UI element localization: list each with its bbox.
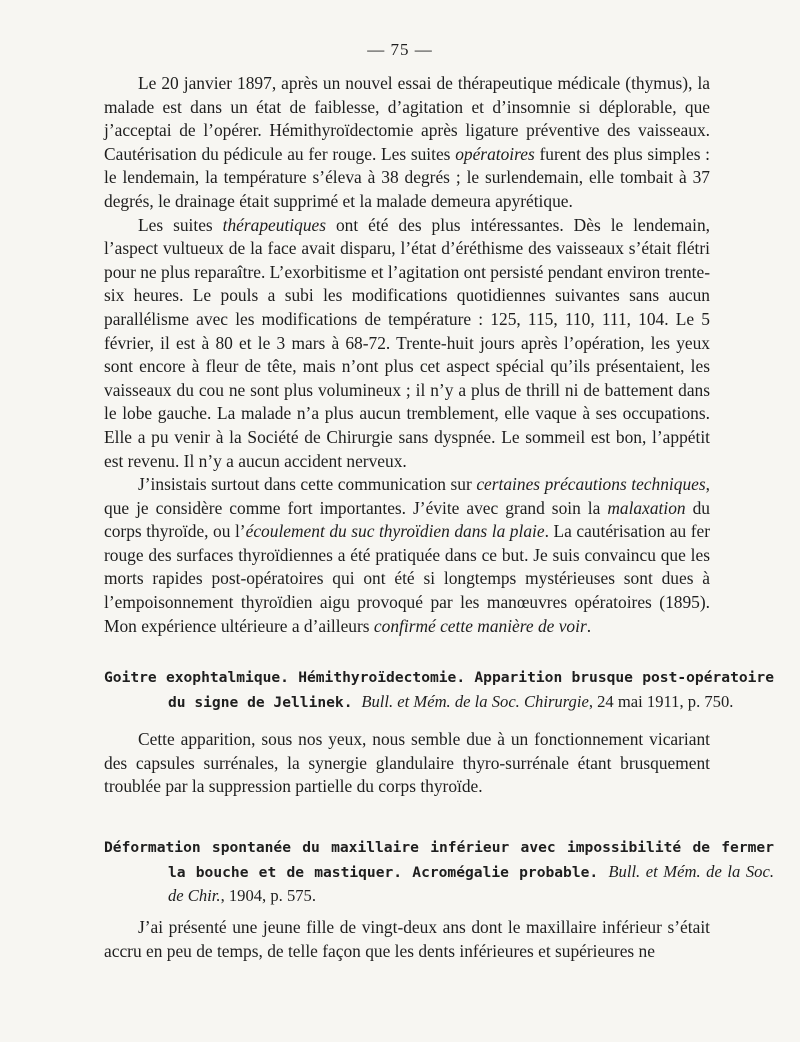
- page-number: — 75 —: [367, 40, 433, 59]
- section-2-heading: Goitre exophtalmique. Hémithyroïdectomie. Apparition brusque post-opératoire du signe de Jellinek. Bull. et Mém. de la Soc. Chirurgie, 24 mai 1911, p. 750.: [104, 669, 774, 711]
- bibliographic-reference: Bull. et Mém. de la Soc. Chirurgie, 24 mai 1911, p. 750.: [361, 691, 734, 711]
- section-3-heading: Déformation spontanée du maxillaire inférieur avec impossibilité de fermer la bouche et de mastiquer. Acromégalie probable. Bull. et Mém. de la Soc. de Chir., 1904, p. 575.: [104, 839, 774, 906]
- section-3-body: [104, 916, 710, 963]
- section-1-body: [104, 72, 710, 638]
- paragraph-january-1897: Le 20 janvier 1897, après un nouvel essai de thérapeutique médicale (thymus), la malade est dans un état de faiblesse, d’agitation et d’insomnie si déplorable, que j’acceptai de l’opérer. Hémithyroïdectomie après ligature préventive des vaisseaux. Cautérisation du pédicule au fer rouge. Les suites opératoires furent des plus simples : le lendemain, la température s’éleva à 38 degrés ; le surlendemain, elle tombait à 37 degrés, le drainage était supprimé et la malade demeura apyrétique.: [104, 73, 711, 211]
- paragraph-maxillary-deformation: J’ai présenté une jeune fille de vingt-deux ans dont le maxillaire inférieur s’était accru en peu de temps, de telle façon que les dents inférieures et supérieures ne: [104, 917, 710, 961]
- bibliographic-reference: Bull. et Mém. de la Soc. de Chir., 1904, p. 575.: [168, 861, 774, 906]
- section-2-body: [104, 728, 710, 799]
- paragraph-jellinek-sign: Cette apparition, sous nos yeux, nous semble due à un fonctionnement vicariant des capsules surrénales, la synergie glandulaire thyro-surrénale étant brusquement troublée par la suppression partielle du corps thyroïde.: [104, 729, 710, 797]
- paragraph-therapeutic-results: Les suites thérapeutiques ont été des plus intéressantes. Dès le lendemain, l’aspect vultueux de la face avait disparu, l’état d’éréthisme des vaisseaux s’était flétri pour ne plus reparaître. L’exorbitisme et l’agitation ont persisté pendant environ trente-six heures. Le pouls a subi les modifications quotidiennes suivantes sans aucun parallélisme avec les modifications de température : 125, 115, 110, 111, 104. Le 5 février, il est à 80 et le 3 mars à 68-72. Trente-huit jours après l’opération, les yeux sont encore à fleur de tête, mais n’ont plus cet aspect spécial qu’ils présentaient, les vaisseaux du cou ne sont plus volumineux ; il n’y a plus de thrill ni de battement dans le lobe gauche. La malade n’a plus aucun tremblement, elle vaque à ses occupations. Elle a pu venir à la Société de Chirurgie sans dyspnée. Le sommeil est bon, l’appétit est revenu. Il n’y a aucun accident nerveux.: [104, 214, 710, 471]
- paragraph-technical-precautions: J’insistais surtout dans cette communication sur certaines précautions techniques, que je considère comme fort importantes. J’évite avec grand soin la malaxation du corps thyroïde, ou l’écoulement du suc thyroïdien dans la plaie. La cautérisation au fer rouge des surfaces thyroïdiennes a été pratiquée dans ce but. Je suis convaincu que les morts rapides post-opératoires qui ont été si longtemps mystérieuses sont dues à l’empoisonnement thyroïdien aigu provoqué par les manœuvres opératoires (1895). Mon expérience ultérieure a d’ailleurs confirmé cette manière de voir.: [104, 474, 710, 636]
